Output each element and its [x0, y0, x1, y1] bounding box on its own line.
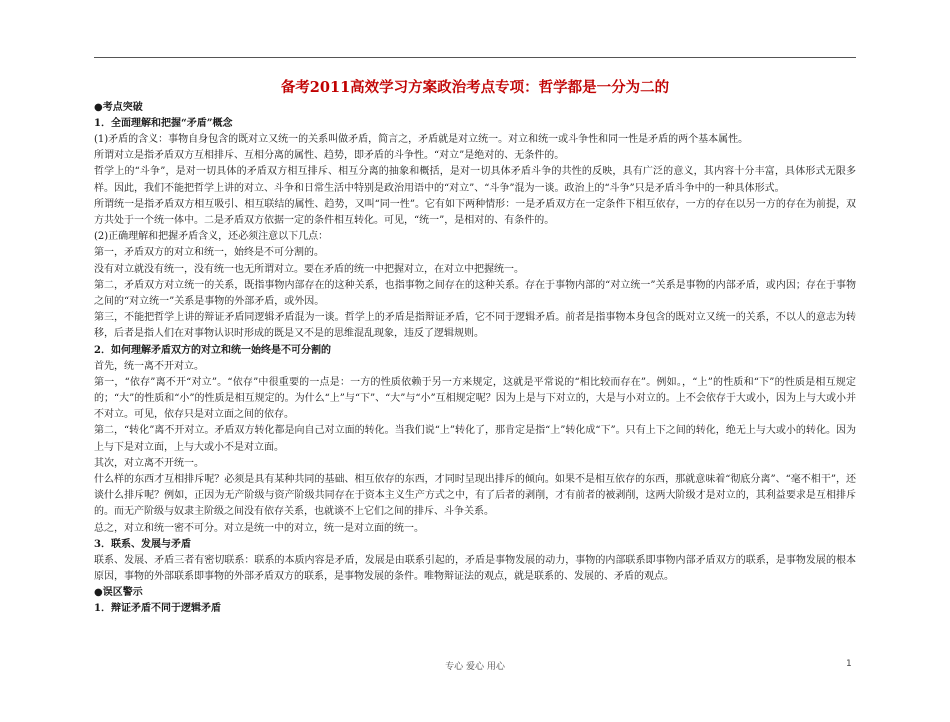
paragraph: 其次，对立离不开统一。 [94, 457, 204, 469]
footer-motto: 专心 爱心 用心 [445, 662, 505, 672]
section-heading-misconceptions: ●误区警示 [94, 587, 143, 599]
paragraph: 联系、发展、矛盾三者有密切联系：联系的本质内容是矛盾，发展是由联系引起的，矛盾是事物发展的动力，事物的内部联系即事物内部矛盾双方的联系，是事物发展的根本原因，事物的外部联系即事物的外部矛盾双方的联系，是事物发展的条件。唯物辩证法的观点，就是联系的、发展的、矛盾的观点。 [94, 554, 856, 583]
paragraph: 哲学上的“斗争”，是对一切具体的矛盾双方相互排斥、相互分离的抽象和概括，是对一切具体矛盾斗争的共性的反映，具有广泛的意义，其内容十分丰富，具体形式无限多样。因此，我们不能把哲学上讲的对立、斗争和日常生活中特别是政治用语中的“对立”、“斗争”混为一谈。政治上的“斗争”只是矛盾斗争中的一种具体形式。 [94, 166, 856, 194]
header-rule [94, 57, 856, 58]
document-body [94, 78, 856, 617]
section-heading-key-points: ●考点突破 [94, 102, 143, 113]
paragraph: 第三，不能把哲学上讲的辩证矛盾同逻辑矛盾混为一谈。哲学上的矛盾是指辩证矛盾，它不同于逻辑矛盾。前者是指事物本身包含的既对立又统一的关系，不以人的意志为转移，后者是指人们在对事物认识时形成的既是又不是的思维混乱现象，违反了逻辑规则。 [94, 312, 856, 340]
paragraph: 所谓统一是指矛盾双方相互吸引、相互联结的属性、趋势，又叫“同一性”。它有如下两种情形：一是矛盾双方在一定条件下相互依存，一方的存在以另一方的存在为前提，双方共处于一个统一体中。二是矛盾双方依据一定的条件相互转化。可见，“统一”，是相对的、有条件的。 [94, 198, 856, 227]
paragraph: (2)正确理解和把握矛盾含义，还必须注意以下几点： [94, 231, 329, 243]
paragraph: 第二，矛盾双方对立统一的关系，既指事物内部存在的这种关系，也指事物之间存在的这种关系。存在于事物内部的“对立统一”关系是事物的内部矛盾，或内因；存在于事物之间的“对立统一”关系是事物的外部矛盾，或外因。 [94, 279, 856, 308]
paragraph: 所谓对立是指矛盾双方互相排斥、互相分离的属性、趋势，即矛盾的斗争性。“对立”是绝对的、无条件的。 [94, 150, 565, 162]
paragraph: 没有对立就没有统一，没有统一也无所谓对立。要在矛盾的统一中把握对立，在对立中把握统一。 [94, 263, 524, 275]
page-number: 1 [846, 659, 852, 669]
document-title: 备考2011高效学习方案政治考点专项：哲学都是一分为二的 [280, 79, 670, 96]
paragraph: (1)矛盾的含义：事物自身包含的既对立又统一的关系叫做矛盾，简言之，矛盾就是对立统一。对立和统一或斗争性和同一性是矛盾的两个基本属性。 [94, 134, 749, 145]
paragraph: 总之，对立和统一密不可分。对立是统一中的对立，统一是对立面的统一。 [94, 522, 424, 534]
subheading-2: 2．如何理解矛盾双方的对立和统一始终是不可分割的 [94, 344, 331, 356]
paragraph: 第一，矛盾双方的对立和统一，始终是不可分割的。 [94, 247, 324, 259]
subheading-1: 1．全面理解和把握“矛盾”概念 [94, 118, 233, 129]
paragraph: 什么样的东西才互相排斥呢？必须是具有某种共同的基础、相互依存的东西，才同时呈现出排斥的倾向。如果不是相互依存的东西，那就意味着“彻底分离”、“毫不相干”，还谈什么排斥呢？例如，正因为无产阶级与资产阶级共同存在于资本主义生产方式之中，有了后者的剥削，才有前者的被剥削，这两大阶级才是对立的，其利益要求是互相排斥的。而无产阶级与奴隶主阶级之间没有依存关系，也就谈不上它们之间的排斥、斗争关系。 [94, 474, 856, 518]
subheading-4: 1．辩证矛盾不同于逻辑矛盾 [94, 603, 221, 615]
subheading-3: 3．联系、发展与矛盾 [94, 538, 191, 550]
paragraph: 第二，“转化”离不开对立。矛盾双方转化都是向自己对立面的转化。当我们说“上”转化了，那肯定是指“上”转化成“下”。只有上下之间的转化，绝无上与大或小的转化。因为上与下是对立面，上与大或小不是对立面。 [94, 425, 856, 453]
paragraph: 第一，“依存”离不开“对立”。“依存”中很重要的一点是：一方的性质依赖于另一方来规定，这就是平常说的“相比较而存在”。例如。，“上”的性质和“下”的性质是相互规定的；“大”的性质和“小”的性质是相互规定的。为什么“上”与“下”、“大”与“小”互相规定呢？因为上是与下对立的，大是与小对立的。上不会依存于大或小，因为上与大或小并不对立。可见，依存只是对立面之间的依存。 [94, 376, 856, 421]
paragraph: 首先，统一离不开对立。 [94, 360, 204, 372]
